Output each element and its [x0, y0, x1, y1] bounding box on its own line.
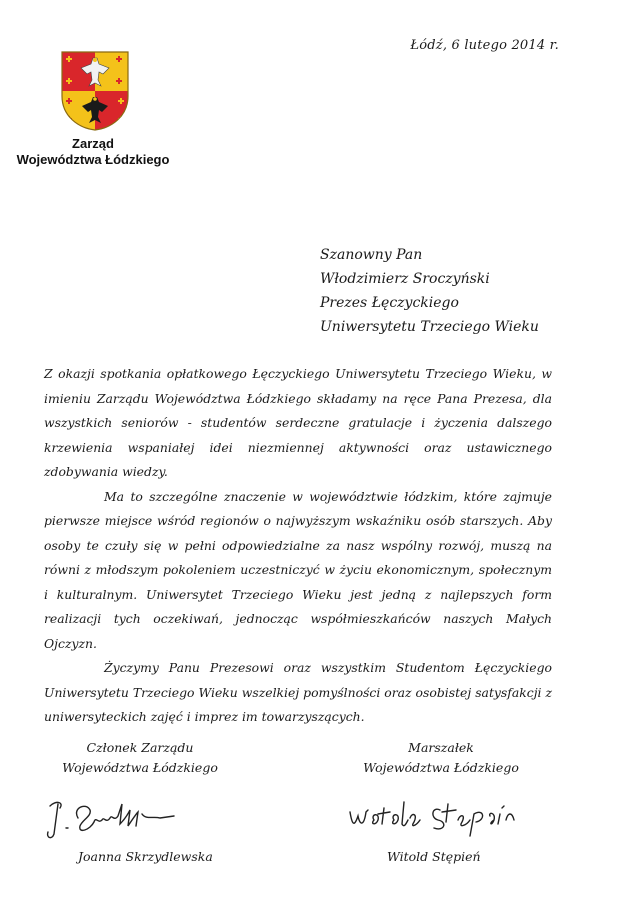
- body-paragraph: Życzymy Panu Prezesowi oraz wszystkim Studentom Łęczyckiego Uniwersytetu Trzeciego Wieku wszelkiej pomyślności oraz osobistej satysfakcji z uniwersyteckich zajęć i imprez im towarzyszących.: [44, 660, 552, 724]
- letter-date: Łódź, 6 lutego 2014 r.: [410, 38, 559, 53]
- signatory-left-name: Joanna Skrzydlewska: [78, 849, 213, 864]
- signatory-right-name: Witold Stępień: [387, 849, 481, 864]
- recipient-salutation: Szanowny Pan: [320, 247, 423, 263]
- recipient-title-line2: Uniwersytetu Trzeciego Wieku: [320, 319, 539, 335]
- issuer-org-line2: Województwa Łódzkiego: [16, 152, 170, 167]
- signatory-left-role: [60, 738, 220, 778]
- handwritten-signature-right: [344, 790, 524, 840]
- body-paragraph: Ma to szczególne znaczenie w województwie łódzkim, które zajmuje pierwsze miejsce wśród regionów o najwyższym wskaźniku osób starszych. Aby osoby te czuły się w pełni odpowiedzialne za nasz wspólny rozwój, muszą na równi z młodszym pokoleniem uczestniczyć w życiu ekonomicznym, społecznym i kulturalnym. Uniwersytet Trzeciego Wieku jest jedną z najlepszych form realizacji tych oczekiwań, jednocząc współmieszkańców naszych Małych Ojczyzn.: [44, 488, 552, 651]
- recipient-block: [320, 243, 539, 339]
- signatory-right-role-line1: Marszałek: [408, 740, 474, 755]
- voivodeship-coat-of-arms-icon: [60, 50, 130, 132]
- signature-left-text: J. Skrzydlewska: [42, 794, 50, 795]
- body-paragraph: Z okazji spotkania opłatkowego Łęczyckiego Uniwersytetu Trzeciego Wieku, w imieniu Zarządu Województwa Łódzkiego składamy na ręce Pana Prezesa, dla wszystkich seniorów - studentów serdeczne gratulacje i życzenia dalszego krzewienia wspaniałej idei niezmiennej aktywności oraz ustawicznego zdobywania wiedzy.: [44, 366, 552, 479]
- letter-body: [44, 362, 552, 730]
- signatory-right-role-line2: Województwa Łódzkiego: [363, 760, 519, 775]
- signature-right-text: Witold Stępień: [344, 790, 352, 791]
- issuer-org-line1: Zarząd: [72, 136, 114, 151]
- signatory-right-role: [356, 738, 526, 778]
- signatory-left-role-line1: Członek Zarządu: [86, 740, 194, 755]
- recipient-title-line1: Prezes Łęczyckiego: [320, 295, 459, 311]
- issuer-organization: [14, 136, 172, 168]
- signatory-left-role-line2: Województwa Łódzkiego: [62, 760, 218, 775]
- handwritten-signature-left: [42, 794, 182, 844]
- recipient-name: Włodzimierz Sroczyński: [320, 271, 490, 287]
